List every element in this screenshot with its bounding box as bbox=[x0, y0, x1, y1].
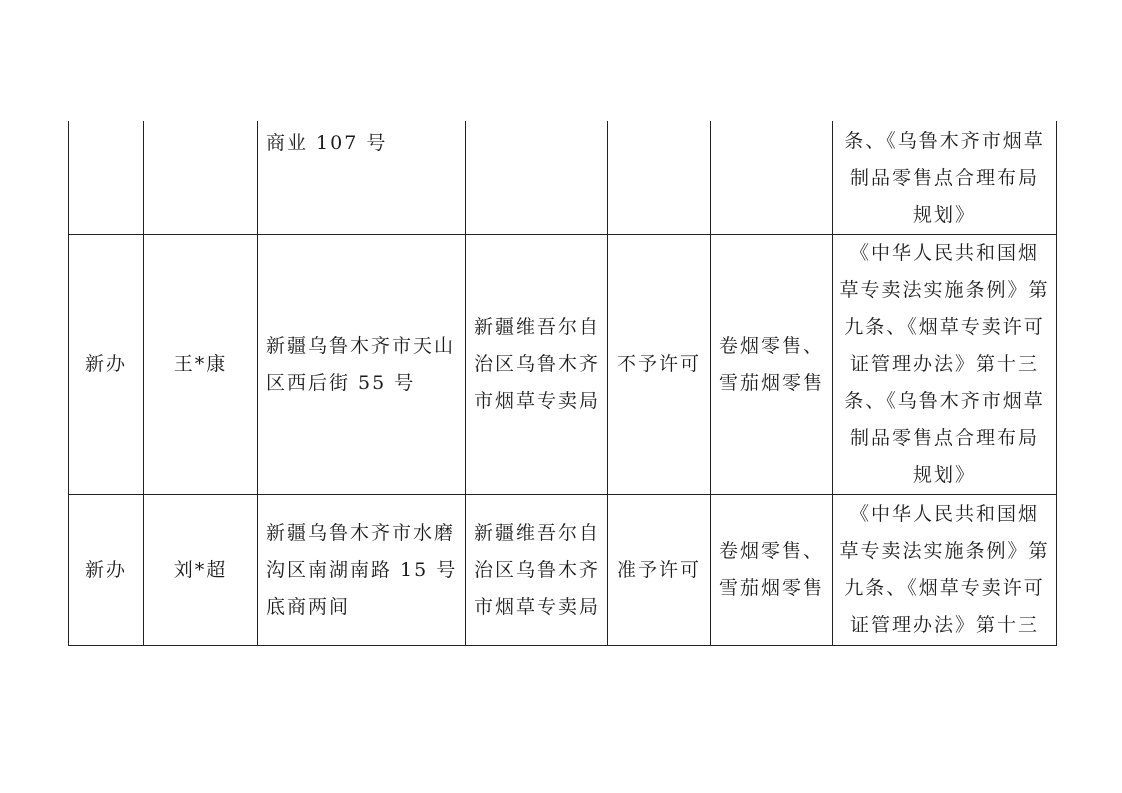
application-type-cell: 新办 bbox=[69, 495, 144, 646]
legal-basis-cell: 《中华人民共和国烟 草专卖法实施条例》第 九条、《烟草专卖许可 证管理办法》第十三 条、《乌鲁木齐市烟草 制品零售点合理布局 规划》 bbox=[833, 235, 1057, 495]
address-cell: 新疆乌鲁木齐市水磨 沟区南湖南路 15 号 底商两间 bbox=[258, 495, 466, 646]
application-type-cell bbox=[69, 121, 144, 235]
legal-basis-cell: 《中华人民共和国烟 草专卖法实施条例》第 九条、《烟草专卖许可 证管理办法》第十三 bbox=[833, 495, 1057, 646]
license-scope-cell bbox=[711, 121, 833, 235]
license-decision-table bbox=[68, 121, 1057, 646]
license-scope-cell: 卷烟零售、 雪茄烟零售 bbox=[711, 235, 833, 495]
legal-basis-cell: 条、《乌鲁木齐市烟草 制品零售点合理布局 规划》 bbox=[833, 121, 1057, 235]
decision-cell: 不予许可 bbox=[608, 235, 711, 495]
address-cell: 新疆乌鲁木齐市天山 区西后街 55 号 bbox=[258, 235, 466, 495]
license-table-page bbox=[68, 121, 1056, 646]
applicant-name-cell: 王*康 bbox=[144, 235, 258, 495]
authority-cell: 新疆维吾尔自 治区乌鲁木齐 市烟草专卖局 bbox=[466, 235, 608, 495]
table-row bbox=[69, 235, 1057, 495]
table-row bbox=[69, 121, 1057, 235]
license-scope-cell: 卷烟零售、 雪茄烟零售 bbox=[711, 495, 833, 646]
application-type-cell: 新办 bbox=[69, 235, 144, 495]
table-row bbox=[69, 495, 1057, 646]
authority-cell: 新疆维吾尔自 治区乌鲁木齐 市烟草专卖局 bbox=[466, 495, 608, 646]
authority-cell bbox=[466, 121, 608, 235]
decision-cell bbox=[608, 121, 711, 235]
applicant-name-cell: 刘*超 bbox=[144, 495, 258, 646]
address-cell: 商业 107 号 bbox=[258, 121, 466, 235]
decision-cell: 准予许可 bbox=[608, 495, 711, 646]
applicant-name-cell bbox=[144, 121, 258, 235]
